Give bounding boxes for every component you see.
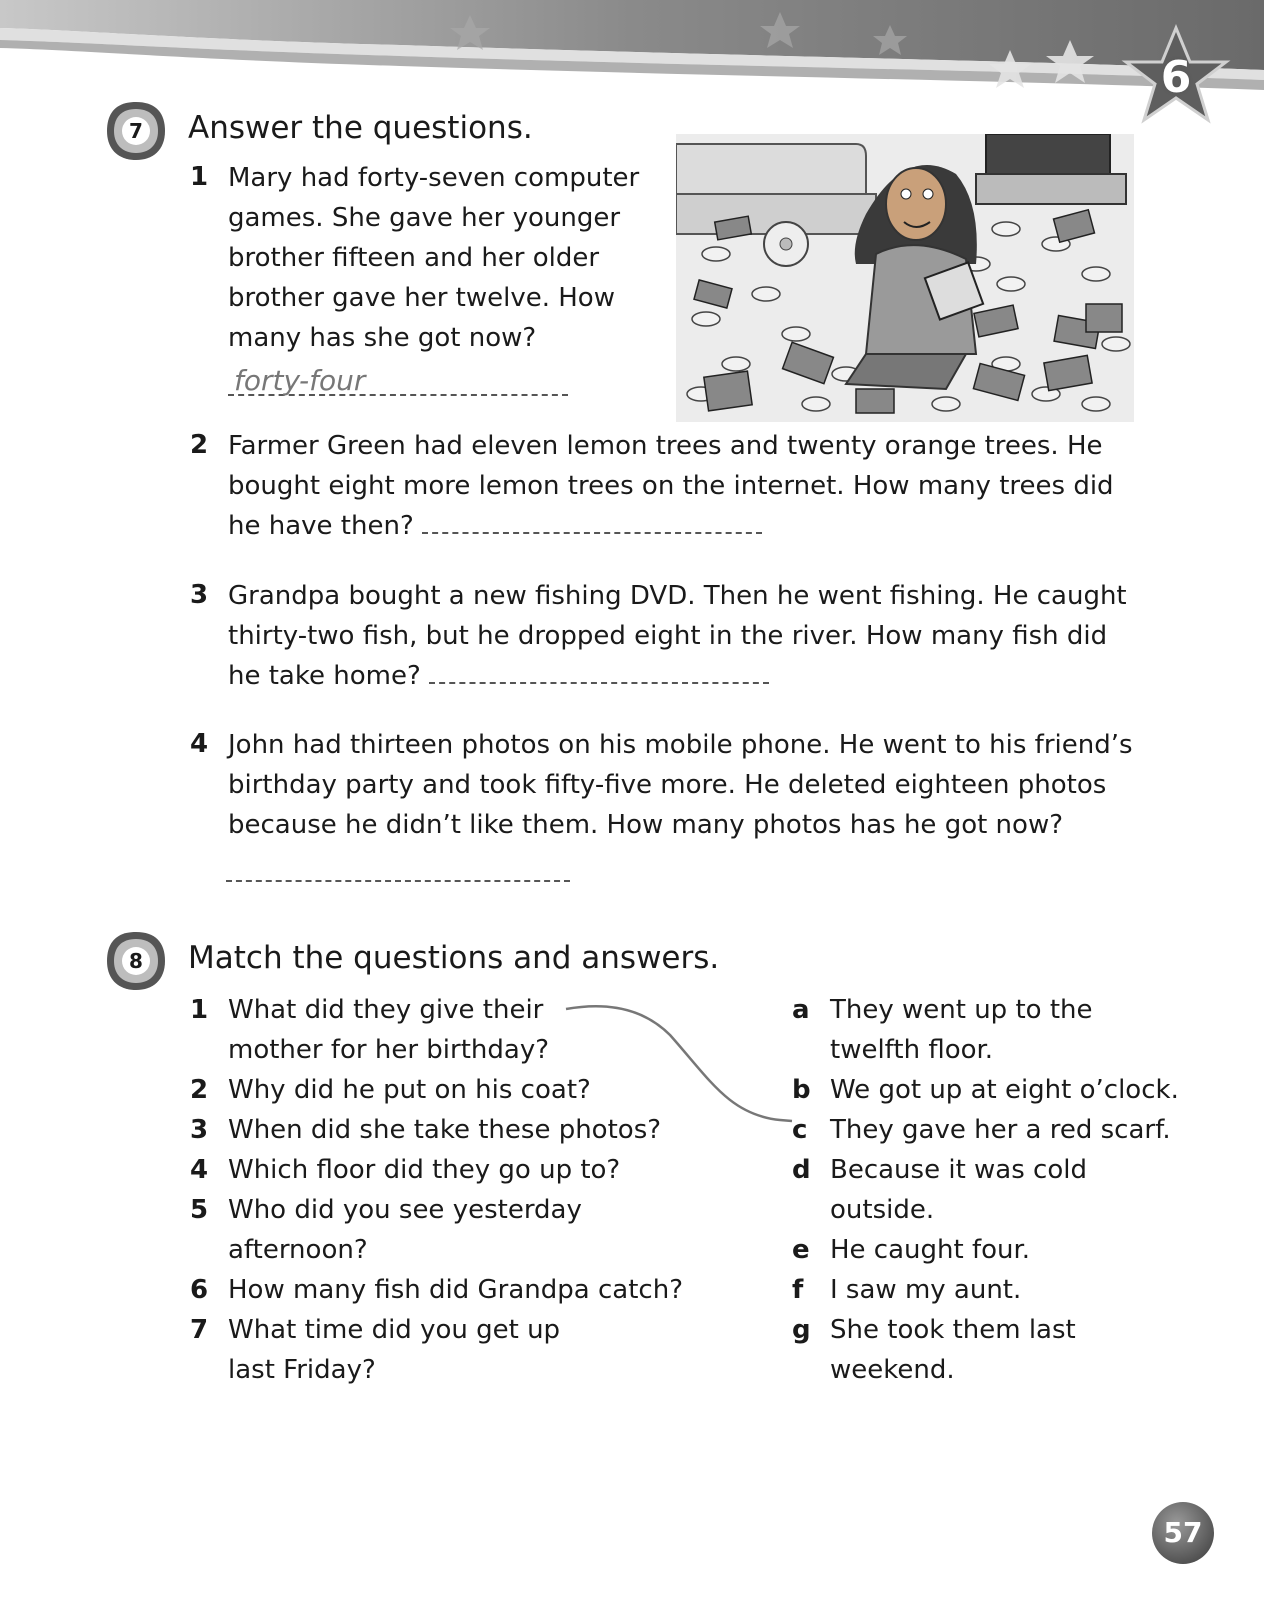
match-q-number: 4 <box>190 1155 209 1185</box>
match-q-text: Why did he put on his coat? <box>228 1075 591 1105</box>
match-a-text: They gave her a red scarf. <box>830 1115 1171 1145</box>
match-a-letter: c <box>792 1115 808 1145</box>
text-line <box>228 506 1158 546</box>
text-line: Farmer Green had eleven lemon trees and twenty orange trees. He <box>228 431 1103 461</box>
q7-2-number: 2 <box>190 430 209 460</box>
text-line: What time did you get up <box>228 1315 561 1345</box>
q7-1-number: 1 <box>190 162 209 192</box>
text-line: outside. <box>830 1195 935 1225</box>
unit-number: 6 <box>1160 52 1192 103</box>
text-line: Grandpa bought a new fishing DVD. Then he went fishing. He caught <box>228 581 1127 611</box>
match-a-letter: f <box>792 1275 804 1305</box>
match-a-text <box>830 990 1093 1070</box>
exercise-7-heading: Answer the questions. <box>188 110 533 146</box>
text-line: Mary had forty-seven computer <box>228 163 640 193</box>
text-line: Because it was cold <box>830 1155 1087 1185</box>
match-q-text <box>228 1310 560 1390</box>
match-a-text <box>830 1310 1076 1390</box>
text-line: bought eight more lemon trees on the internet. How many trees did <box>228 471 1114 501</box>
text-line: mother for her birthday? <box>228 1035 550 1065</box>
text-line: What did they give their <box>228 995 544 1025</box>
exercise-7-number: 7 <box>129 119 143 143</box>
text-line: because he didn’t like them. How many photos has he got now? <box>228 810 1064 840</box>
match-a-text: We got up at eight o’clock. <box>830 1075 1179 1105</box>
page-number: 57 <box>1152 1502 1214 1564</box>
match-a-text: He caught four. <box>830 1235 1031 1265</box>
match-a-letter: e <box>792 1235 810 1265</box>
text-line: afternoon? <box>228 1235 368 1265</box>
q7-3-number: 3 <box>190 580 209 610</box>
text-line: They went up to the <box>830 995 1093 1025</box>
exercise-8-heading: Match the questions and answers. <box>188 940 720 976</box>
match-q-text <box>228 990 549 1070</box>
match-a-letter: d <box>792 1155 811 1185</box>
text-line: brother fifteen and her older <box>228 243 600 273</box>
q7-2-text <box>228 426 1158 546</box>
match-q-text: Which floor did they go up to? <box>228 1155 621 1185</box>
text-line: John had thirteen photos on his mobile phone. He went to his friend’s <box>228 730 1133 760</box>
match-q-number: 6 <box>190 1275 209 1305</box>
text-line: twelfth floor. <box>830 1035 994 1065</box>
exercise-8-number: 8 <box>129 949 143 973</box>
q7-2-answer-line[interactable] <box>422 532 762 534</box>
match-q-number: 7 <box>190 1315 209 1345</box>
match-q-text <box>228 1190 582 1270</box>
text-line: thirty-two fish, but he dropped eight in the river. How many fish did <box>228 621 1108 651</box>
text-line <box>228 656 1158 696</box>
text-fragment: he take home? <box>228 661 421 691</box>
match-q-text: When did she take these photos? <box>228 1115 662 1145</box>
match-q-number: 3 <box>190 1115 209 1145</box>
text-line: birthday party and took fifty-five more. He deleted eighteen photos <box>228 770 1107 800</box>
q7-1-handwritten-answer: forty-four <box>234 364 366 397</box>
q7-4-text <box>228 725 1168 845</box>
text-line: Who did you see yesterday <box>228 1195 582 1225</box>
text-fragment: he have then? <box>228 511 414 541</box>
match-a-letter: g <box>792 1315 811 1345</box>
match-q-number: 5 <box>190 1195 209 1225</box>
text-line: many has she got now? <box>228 323 537 353</box>
q7-3-text <box>228 576 1158 696</box>
match-a-letter: b <box>792 1075 811 1105</box>
girl-with-computer-games-illustration <box>676 134 1134 422</box>
match-q-text: How many fish did Grandpa catch? <box>228 1275 683 1305</box>
text-line: She took them last <box>830 1315 1076 1345</box>
q7-3-answer-line[interactable] <box>429 682 769 684</box>
text-line: games. She gave her younger <box>228 203 621 233</box>
text-line: last Friday? <box>228 1355 376 1385</box>
text-line: weekend. <box>830 1355 955 1385</box>
q7-4-number: 4 <box>190 729 209 759</box>
match-q-number: 1 <box>190 995 209 1025</box>
match-a-text: I saw my aunt. <box>830 1275 1022 1305</box>
match-q-number: 2 <box>190 1075 209 1105</box>
q7-4-answer-line[interactable] <box>226 880 570 882</box>
text-line: brother gave her twelve. How <box>228 283 615 313</box>
example-match-line <box>560 995 800 1135</box>
match-a-text <box>830 1150 1087 1230</box>
match-a-letter: a <box>792 995 810 1025</box>
q7-1-text <box>228 158 658 358</box>
